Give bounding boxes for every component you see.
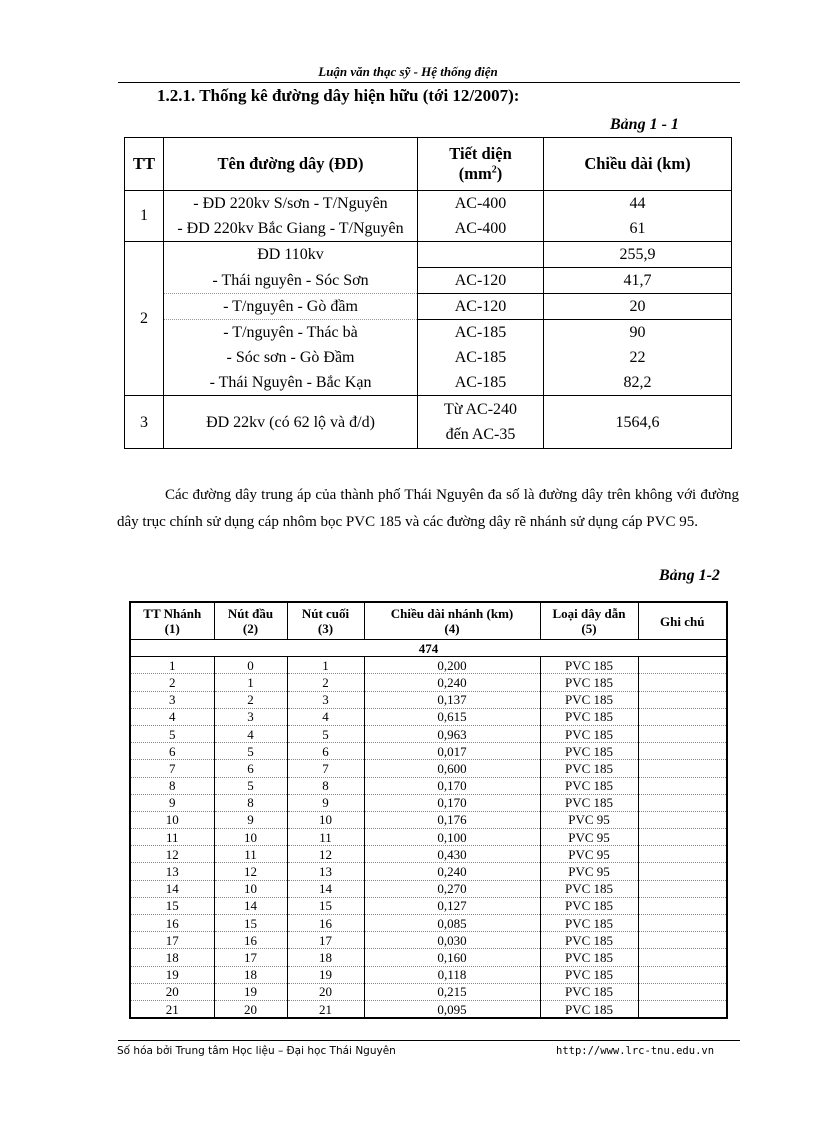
start-node-cell: 10 xyxy=(214,880,287,897)
header-start-node-label: Nút đầu xyxy=(227,606,274,621)
start-node-cell: 15 xyxy=(214,915,287,932)
table-row xyxy=(125,216,732,242)
end-node-cell: 6 xyxy=(287,743,364,760)
conductor-type-cell: PVC 185 xyxy=(540,966,638,983)
branch-no-cell: 10 xyxy=(130,811,214,828)
notes-cell xyxy=(638,794,727,811)
line-length: 44 xyxy=(544,191,732,217)
line-section xyxy=(418,396,544,449)
end-node-cell: 21 xyxy=(287,1000,364,1018)
conductor-type-cell: PVC 185 xyxy=(540,949,638,966)
line-name: - Thái nguyên - Sóc Sơn xyxy=(164,268,418,294)
conductor-type-cell: PVC 185 xyxy=(540,760,638,777)
branch-length-cell: 0,137 xyxy=(364,691,540,708)
branch-length-cell: 0,200 xyxy=(364,657,540,674)
branch-no-cell: 12 xyxy=(130,846,214,863)
footer-rule xyxy=(118,1040,740,1041)
end-node-cell: 4 xyxy=(287,708,364,725)
branch-no-cell: 2 xyxy=(130,674,214,691)
notes-cell xyxy=(638,880,727,897)
line-length: 90 xyxy=(544,320,732,346)
header-end-node-index: (3) xyxy=(317,621,334,636)
notes-cell xyxy=(638,811,727,828)
branch-no-cell: 20 xyxy=(130,983,214,1000)
header-branch-length xyxy=(364,602,540,640)
section-heading: 1.2.1. Thống kê đường dây hiện hữu (tới 12/2007): xyxy=(157,86,520,105)
conductor-type-cell: PVC 95 xyxy=(540,811,638,828)
table-row xyxy=(130,674,727,691)
line-section: AC-185 xyxy=(418,320,544,346)
conductor-type-cell: PVC 185 xyxy=(540,708,638,725)
line-section: AC-400 xyxy=(418,191,544,217)
header-line-name: Tên đường dây (ĐD) xyxy=(164,138,418,191)
group-row xyxy=(130,640,727,657)
conductor-type-cell: PVC 185 xyxy=(540,932,638,949)
start-node-cell: 1 xyxy=(214,674,287,691)
table-row xyxy=(125,242,732,268)
table-row xyxy=(130,863,727,880)
notes-cell xyxy=(638,743,727,760)
conductor-type-cell: PVC 185 xyxy=(540,657,638,674)
line-name: ĐD 22kv (có 62 lộ và đ/d) xyxy=(164,396,418,449)
notes-cell xyxy=(638,829,727,846)
start-node-cell: 19 xyxy=(214,983,287,1000)
conductor-type-cell: PVC 185 xyxy=(540,777,638,794)
header-cross-section xyxy=(418,138,544,191)
start-node-cell: 20 xyxy=(214,1000,287,1018)
branch-no-cell: 13 xyxy=(130,863,214,880)
notes-cell xyxy=(638,983,727,1000)
start-node-cell: 17 xyxy=(214,949,287,966)
branch-no-cell: 17 xyxy=(130,932,214,949)
line-section xyxy=(418,242,544,268)
start-node-cell: 6 xyxy=(214,760,287,777)
branch-no-cell: 19 xyxy=(130,966,214,983)
line-length: 22 xyxy=(544,345,732,370)
header-conductor-type-index: (5) xyxy=(581,621,597,636)
notes-cell xyxy=(638,897,727,914)
header-rule xyxy=(118,82,740,83)
group-tt: 2 xyxy=(125,242,164,396)
notes-cell xyxy=(638,863,727,880)
start-node-cell: 18 xyxy=(214,966,287,983)
end-node-cell: 12 xyxy=(287,846,364,863)
start-node-cell: 2 xyxy=(214,691,287,708)
table-row xyxy=(130,846,727,863)
notes-cell xyxy=(638,725,727,742)
conductor-type-cell: PVC 185 xyxy=(540,674,638,691)
running-header: Luận văn thạc sỹ - Hệ thống điện xyxy=(318,64,498,79)
branch-no-cell: 11 xyxy=(130,829,214,846)
conductor-type-cell: PVC 185 xyxy=(540,743,638,760)
branch-length-cell: 0,240 xyxy=(364,863,540,880)
notes-cell xyxy=(638,846,727,863)
line-name: - ĐD 220kv S/sơn - T/Nguyên xyxy=(164,191,418,217)
start-node-cell: 16 xyxy=(214,932,287,949)
end-node-cell: 15 xyxy=(287,897,364,914)
header-cross-section-unit: (mm xyxy=(458,164,492,183)
table-row xyxy=(125,268,732,294)
conductor-type-cell: PVC 185 xyxy=(540,983,638,1000)
line-section: AC-185 xyxy=(418,345,544,370)
branch-length-cell: 0,170 xyxy=(364,777,540,794)
end-node-cell: 14 xyxy=(287,880,364,897)
table-row xyxy=(130,880,727,897)
line-section: AC-400 xyxy=(418,216,544,242)
branch-no-cell: 5 xyxy=(130,725,214,742)
header-length: Chiều dài (km) xyxy=(544,138,732,191)
start-node-cell: 11 xyxy=(214,846,287,863)
table-row xyxy=(130,983,727,1000)
table-row xyxy=(130,691,727,708)
branch-no-cell: 7 xyxy=(130,760,214,777)
branch-table xyxy=(129,601,728,1019)
table-row xyxy=(125,294,732,320)
group-tt: 3 xyxy=(125,396,164,449)
line-section: AC-185 xyxy=(418,370,544,396)
branch-length-cell: 0,095 xyxy=(364,1000,540,1018)
branch-no-cell: 15 xyxy=(130,897,214,914)
line-section: AC-120 xyxy=(418,294,544,320)
header-branch-length-index: (4) xyxy=(444,621,460,636)
line-length: 255,9 xyxy=(544,242,732,268)
table-row xyxy=(130,1000,727,1018)
start-node-cell: 5 xyxy=(214,743,287,760)
table-row xyxy=(130,949,727,966)
end-node-cell: 18 xyxy=(287,949,364,966)
branch-length-cell: 0,430 xyxy=(364,846,540,863)
end-node-cell: 9 xyxy=(287,794,364,811)
header-conductor-type-label: Loại dây dẫn xyxy=(552,606,626,621)
branch-length-cell: 0,615 xyxy=(364,708,540,725)
table-row xyxy=(125,396,732,449)
header-branch-no-index: (1) xyxy=(164,621,180,636)
conductor-type-cell: PVC 185 xyxy=(540,691,638,708)
existing-lines-table xyxy=(124,137,732,449)
table-row xyxy=(130,794,727,811)
branch-length-cell: 0,085 xyxy=(364,915,540,932)
branch-length-cell: 0,170 xyxy=(364,794,540,811)
branch-no-cell: 6 xyxy=(130,743,214,760)
line-name: - ĐD 220kv Bắc Giang - T/Nguyên xyxy=(164,216,418,242)
header-end-node-label: Nút cuối xyxy=(301,606,350,621)
branch-no-cell: 18 xyxy=(130,949,214,966)
line-length: 1564,6 xyxy=(544,396,732,449)
table2-caption: Bảng 1-2 xyxy=(659,567,720,584)
table-row xyxy=(130,915,727,932)
branch-length-cell: 0,100 xyxy=(364,829,540,846)
notes-cell xyxy=(638,1000,727,1018)
line-name: - T/nguyên - Gò đầm xyxy=(164,294,418,320)
header-end-node xyxy=(287,602,364,640)
conductor-type-cell: PVC 185 xyxy=(540,1000,638,1018)
header-start-node-index: (2) xyxy=(242,621,259,636)
table-row xyxy=(130,811,727,828)
start-node-cell: 12 xyxy=(214,863,287,880)
branch-length-cell: 0,127 xyxy=(364,897,540,914)
line-length: 41,7 xyxy=(544,268,732,294)
header-conductor-type xyxy=(540,602,638,640)
header-branch-no xyxy=(130,602,214,640)
footer-url: http://www.lrc-tnu.edu.vn xyxy=(556,1045,715,1057)
end-node-cell: 16 xyxy=(287,915,364,932)
end-node-cell: 8 xyxy=(287,777,364,794)
conductor-type-cell: PVC 95 xyxy=(540,846,638,863)
end-node-cell: 19 xyxy=(287,966,364,983)
start-node-cell: 8 xyxy=(214,794,287,811)
start-node-cell: 5 xyxy=(214,777,287,794)
line-length: 82,2 xyxy=(544,370,732,396)
table2-header-row xyxy=(130,602,727,640)
start-node-cell: 0 xyxy=(214,657,287,674)
branch-length-cell: 0,600 xyxy=(364,760,540,777)
line-name: ĐD 110kv xyxy=(164,242,418,268)
header-branch-no-label: TT Nhánh xyxy=(143,606,202,621)
table-row xyxy=(130,897,727,914)
conductor-type-cell: PVC 95 xyxy=(540,829,638,846)
footer-source: Số hóa bởi Trung tâm Học liệu – Đại học Thái Nguyên xyxy=(117,1045,396,1057)
notes-cell xyxy=(638,691,727,708)
notes-cell xyxy=(638,708,727,725)
end-node-cell: 10 xyxy=(287,811,364,828)
conductor-type-cell: PVC 95 xyxy=(540,863,638,880)
branch-length-cell: 0,215 xyxy=(364,983,540,1000)
branch-length-cell: 0,118 xyxy=(364,966,540,983)
branch-length-cell: 0,270 xyxy=(364,880,540,897)
table-row xyxy=(130,760,727,777)
header-cross-section-sup: 2 xyxy=(491,164,497,176)
header-tt: TT xyxy=(125,138,164,191)
table-row xyxy=(130,932,727,949)
table-row xyxy=(125,191,732,217)
branch-no-cell: 21 xyxy=(130,1000,214,1018)
header-cross-section-close: ) xyxy=(496,164,503,183)
notes-cell xyxy=(638,674,727,691)
header-start-node xyxy=(214,602,287,640)
line-section: AC-120 xyxy=(418,268,544,294)
conductor-type-cell: PVC 185 xyxy=(540,794,638,811)
table-row xyxy=(125,370,732,396)
notes-cell xyxy=(638,657,727,674)
branch-no-cell: 14 xyxy=(130,880,214,897)
table1-caption: Bảng 1 - 1 xyxy=(610,116,679,133)
conductor-type-cell: PVC 185 xyxy=(540,915,638,932)
branch-length-cell: 0,176 xyxy=(364,811,540,828)
table-row xyxy=(130,657,727,674)
line-name: - Thái Nguyên - Bắc Kạn xyxy=(164,370,418,396)
end-node-cell: 20 xyxy=(287,983,364,1000)
branch-no-cell: 1 xyxy=(130,657,214,674)
branch-no-cell: 9 xyxy=(130,794,214,811)
branch-length-cell: 0,963 xyxy=(364,725,540,742)
table1-header-row xyxy=(125,138,732,191)
feeder-label: 474 xyxy=(130,640,727,657)
end-node-cell: 5 xyxy=(287,725,364,742)
end-node-cell: 13 xyxy=(287,863,364,880)
branch-length-cell: 0,017 xyxy=(364,743,540,760)
end-node-cell: 7 xyxy=(287,760,364,777)
table-row xyxy=(130,829,727,846)
branch-length-cell: 0,240 xyxy=(364,674,540,691)
body-paragraph: Các đường dây trung áp của thành phố Thái Nguyên đa số là đường dây trên không với đường dây trục chính sử dụng cáp nhôm bọc PVC 185 và các đường dây rẽ nhánh sử dụng cáp PVC 95. xyxy=(117,487,739,530)
table-row xyxy=(130,743,727,760)
line-length: 61 xyxy=(544,216,732,242)
header-cross-section-line1: Tiết diện xyxy=(449,144,512,163)
table-row xyxy=(130,966,727,983)
notes-cell xyxy=(638,949,727,966)
line-length: 20 xyxy=(544,294,732,320)
start-node-cell: 14 xyxy=(214,897,287,914)
branch-no-cell: 4 xyxy=(130,708,214,725)
line-name: - Sóc sơn - Gò Đầm xyxy=(164,345,418,370)
branch-no-cell: 3 xyxy=(130,691,214,708)
end-node-cell: 11 xyxy=(287,829,364,846)
conductor-type-cell: PVC 185 xyxy=(540,725,638,742)
branch-length-cell: 0,160 xyxy=(364,949,540,966)
notes-cell xyxy=(638,760,727,777)
start-node-cell: 3 xyxy=(214,708,287,725)
start-node-cell: 9 xyxy=(214,811,287,828)
branch-length-cell: 0,030 xyxy=(364,932,540,949)
section-from: Từ AC-240 xyxy=(443,401,518,418)
table-row xyxy=(130,777,727,794)
start-node-cell: 4 xyxy=(214,725,287,742)
start-node-cell: 10 xyxy=(214,829,287,846)
end-node-cell: 2 xyxy=(287,674,364,691)
section-to: đến AC-35 xyxy=(445,426,516,443)
branch-no-cell: 8 xyxy=(130,777,214,794)
end-node-cell: 1 xyxy=(287,657,364,674)
conductor-type-cell: PVC 185 xyxy=(540,897,638,914)
conductor-type-cell: PVC 185 xyxy=(540,880,638,897)
table-row xyxy=(125,320,732,346)
line-name: - T/nguyên - Thác bà xyxy=(164,320,418,346)
notes-cell xyxy=(638,932,727,949)
end-node-cell: 17 xyxy=(287,932,364,949)
notes-cell xyxy=(638,777,727,794)
end-node-cell: 3 xyxy=(287,691,364,708)
header-branch-length-label: Chiều dài nhánh (km) xyxy=(390,606,514,621)
notes-cell xyxy=(638,915,727,932)
table-row xyxy=(130,708,727,725)
notes-cell xyxy=(638,966,727,983)
table-row xyxy=(125,345,732,370)
header-notes: Ghi chú xyxy=(638,602,727,640)
branch-no-cell: 16 xyxy=(130,915,214,932)
group-tt: 1 xyxy=(125,191,164,242)
table-row xyxy=(130,725,727,742)
